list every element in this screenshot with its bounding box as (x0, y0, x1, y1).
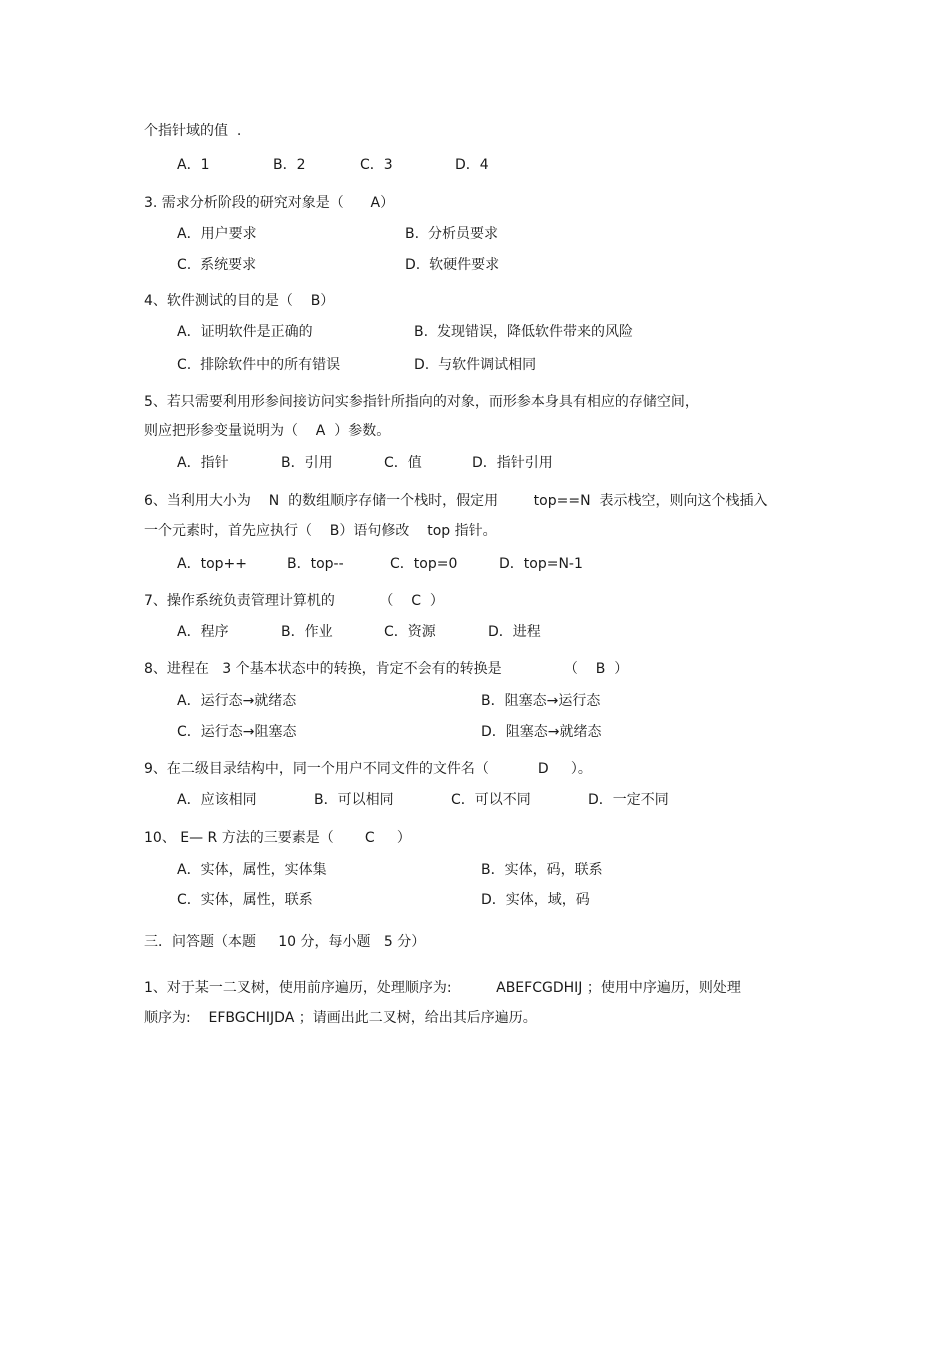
q10-option-d: D．实体，域，码 (481, 892, 590, 908)
q7-option-a: A．程序 (177, 624, 229, 640)
question-5-stem-line-2: 则应把形参变量说明为（ A ）参数。 (144, 423, 391, 439)
question-4-stem: 4、软件测试的目的是（ B） (144, 293, 335, 309)
q9-option-b: B．可以相同 (314, 792, 394, 808)
q9-option-c: C．可以不同 (451, 792, 531, 808)
option-d: D．4 (455, 157, 489, 173)
q8-option-c: C．运行态→阻塞态 (177, 724, 297, 740)
q7-option-b: B．作业 (281, 624, 333, 640)
q8-option-a: A．运行态→就绪态 (177, 693, 297, 709)
q10-option-b: B．实体，码，联系 (481, 862, 603, 878)
section-3-question-1-line-1: 1、对于某一二叉树，使用前序遍历，处理顺序为: ABEFCGDHIJ ；使用中序遍历，则处理 (144, 980, 741, 996)
q6-option-b: B．top-- (287, 556, 344, 572)
q9-option-a: A．应该相同 (177, 792, 257, 808)
q4-option-d: D. 与软件调试相同 (414, 357, 537, 373)
q10-option-a: A．实体，属性，实体集 (177, 862, 327, 878)
q4-option-a: A．证明软件是正确的 (177, 324, 313, 340)
q4-option-c: C. 排除软件中的所有错误 (177, 357, 341, 373)
q4-option-b: B. 发现错误，降低软件带来的风险 (414, 324, 633, 340)
question-6-stem-line-2: 一个元素时，首先应执行（ B）语句修改 top 指针。 (144, 523, 497, 539)
q9-option-d: D．一定不同 (588, 792, 669, 808)
q8-option-b: B．阻塞态→运行态 (481, 693, 601, 709)
q7-option-d: D．进程 (488, 624, 541, 640)
q3-option-b: B. 分析员要求 (405, 226, 498, 242)
q3-option-d: D. 软硬件要求 (405, 257, 500, 273)
q6-option-c: C．top=0 (390, 556, 458, 572)
question-continuation: 个指针域的值 . (144, 123, 242, 139)
q5-option-d: D．指针引用 (472, 455, 553, 471)
question-5-stem-line-1: 5、若只需要利用形参间接访问实参指针所指向的对象，而形参本身具有相应的存储空间， (144, 394, 699, 410)
option-a: A．1 (177, 157, 210, 173)
q3-option-c: C. 系统要求 (177, 257, 257, 273)
question-3-stem: 3. 需求分析阶段的研究对象是（ A） (144, 195, 395, 211)
q7-option-c: C．资源 (384, 624, 436, 640)
section-3-question-1-line-2: 顺序为: EFBGCHIJDA ；请画出此二叉树，给出其后序遍历。 (144, 1010, 537, 1026)
option-b: B．2 (273, 157, 306, 173)
question-9-stem: 9、在二级目录结构中，同一个用户不同文件的文件名（ D ）。 (144, 761, 592, 777)
q6-option-d: D．top=N-1 (499, 556, 583, 572)
question-6-stem-line-1: 6、当利用大小为 N 的数组顺序存储一个栈时，假定用 top==N 表示栈空，则向这个栈插入 (144, 493, 768, 509)
question-8-stem: 8、进程在 3 个基本状态中的转换，肯定不会有的转换是 （ B ） (144, 661, 629, 677)
q5-option-a: A．指针 (177, 455, 229, 471)
question-7-stem: 7、操作系统负责管理计算机的 （ C ） (144, 593, 444, 609)
q3-option-a: A．用户要求 (177, 226, 257, 242)
section-3-heading: 三．问答题（本题 10 分，每小题 5 分） (144, 934, 426, 950)
question-10-stem: 10、 E— R 方法的三要素是（ C ） (144, 830, 411, 846)
q10-option-c: C．实体，属性，联系 (177, 892, 313, 908)
q8-option-d: D．阻塞态→就绪态 (481, 724, 602, 740)
option-c: C．3 (360, 157, 393, 173)
q5-option-c: C．值 (384, 455, 422, 471)
q6-option-a: A．top++ (177, 556, 247, 572)
q5-option-b: B．引用 (281, 455, 333, 471)
